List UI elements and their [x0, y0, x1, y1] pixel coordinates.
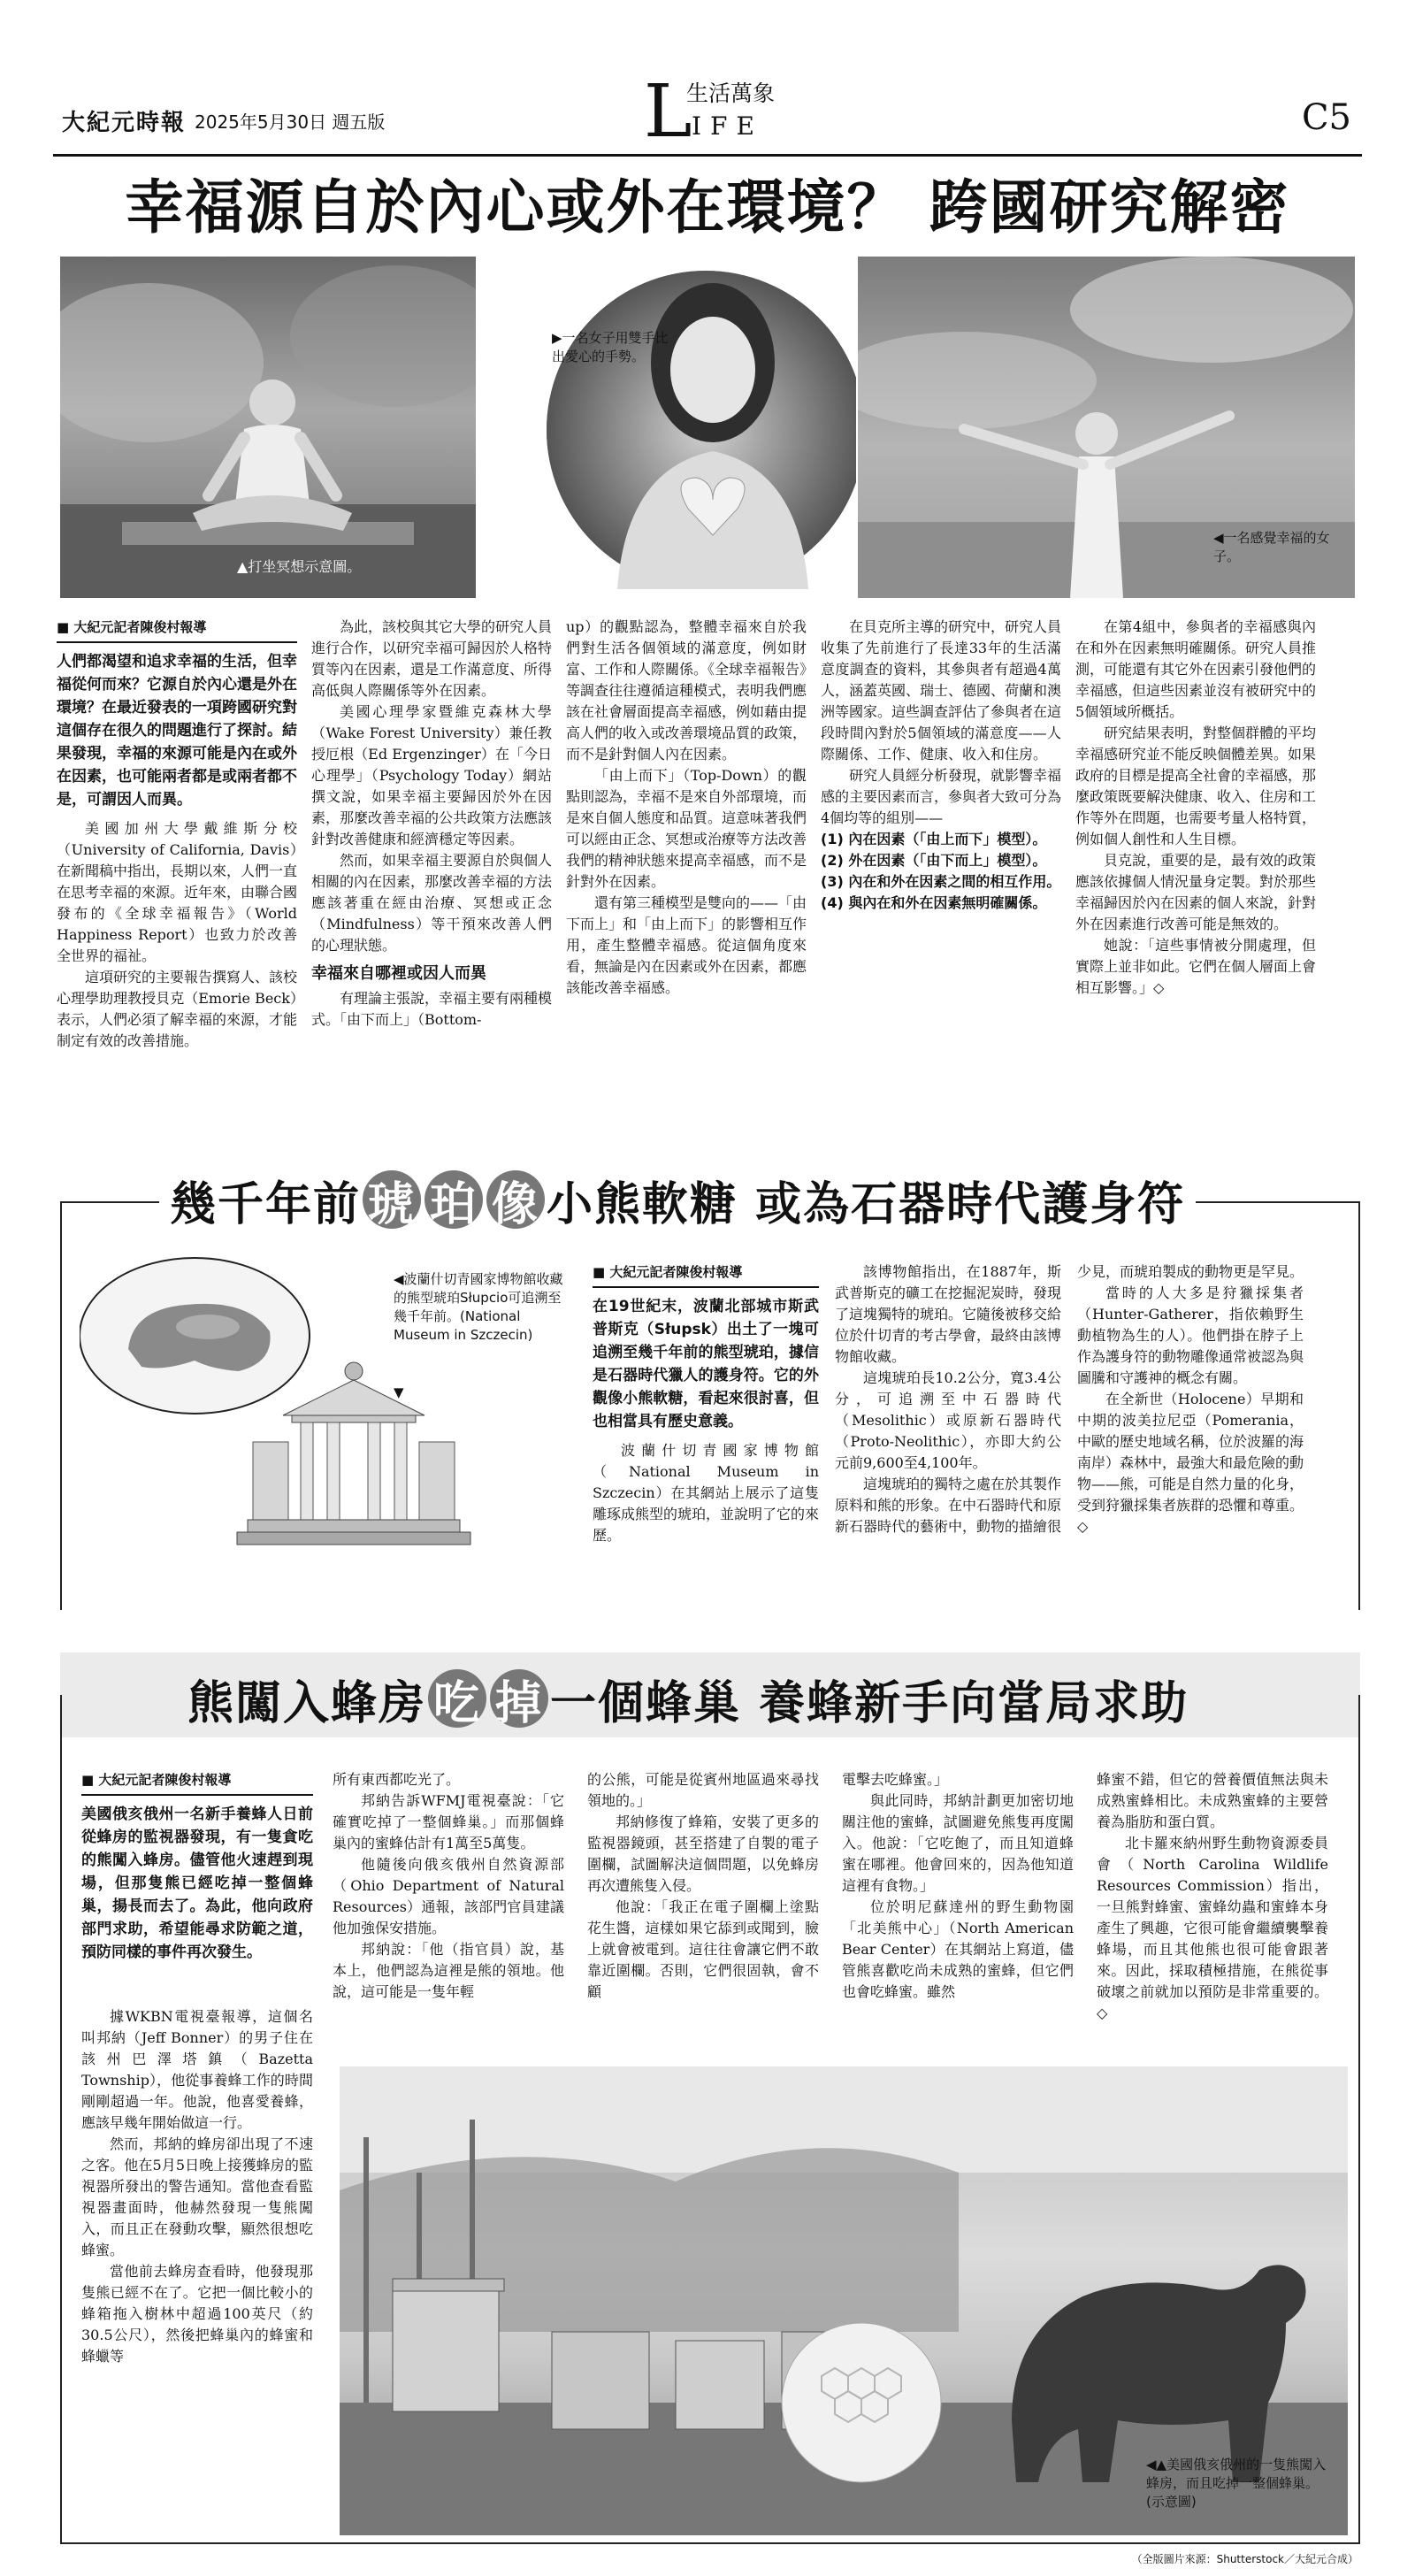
article3-col1 — [81, 1769, 313, 2530]
paragraph: 邦納告訴WFMJ電視臺說：「它確實吃掉了一整個蜂巢。」而那個蜂巢內的蜜蜂估計有1萬至5萬隻。 — [333, 1792, 564, 1852]
article1-col5 — [1075, 617, 1316, 1147]
meditation-photo — [60, 257, 476, 598]
paragraph: 當他前去蜂房查看時，他發現那隻熊已經不在了。它把一個比較小的蜂箱拖入樹林中超過100英尺（約30.5公尺），然後把蜂巢內的蜂蜜和蜂蠟等 — [81, 2263, 313, 2365]
article3-col3 — [587, 1769, 819, 2061]
heart-hands-photo — [485, 257, 856, 598]
photo-credit: （全版圖片來源：Shutterstock／大紀元合成） — [1131, 2553, 1358, 2565]
paragraph: 「由上而下」（Top-Down）的觀點則認為，幸福不是來自外部環境，而是來自個人態度和品質。這意味著我們可以經由正念、冥想或治療等方法改善我們的精神狀態來提高幸福感，而不是針對外在因素。 — [566, 767, 807, 890]
paragraph: 電擊去吃蜂蜜。」 — [842, 1771, 949, 1788]
article2-col3 — [1077, 1261, 1304, 1606]
page-number: C5 — [1301, 97, 1351, 138]
article1-col4 — [821, 617, 1061, 1147]
article1-col1 — [57, 617, 297, 1147]
paragraph: 在第4組中，參與者的幸福感與內在和外在因素無明確關係。研究人員推測，可能還有其它外在因素引發他們的幸福感，但這些因素並沒有被研究中的5個領域所概括。 — [1075, 618, 1316, 720]
headline-circle-char: 珀 — [424, 1170, 483, 1229]
beehive-bear-caption: ◀▲美國俄亥俄州的一隻熊闖入蜂房，而且吃掉一整個蜂巢。(示意圖) — [1146, 2457, 1327, 2510]
meditating-woman-illustration — [60, 257, 476, 598]
paragraph: 有理論主張說，幸福主要有兩種模式。「由下而上」（Bottom- — [311, 990, 552, 1028]
headline-text: 一個蜂巢 養蜂新手向當局求助 — [550, 1676, 1189, 1730]
masthead — [53, 71, 1362, 159]
article1-byline: ■ 大紀元記者陳俊村報導 — [57, 617, 297, 643]
paragraph: 他隨後向俄亥俄州自然資源部（Ohio Department of Natural Resources）通報，該部門官員建議他加強保安措施。 — [333, 1856, 564, 1936]
paragraph: 美國心理學家暨維克森林大學（Wake Forest University）兼任教授厄根（Ed Ergenzinger）在「今日心理學」（Psychology Today）網站撰文說，如果幸福主要歸因於外在因素，那麼改善幸福的公共政策方法應該針對改善健康和經濟穩定等因素。 — [311, 703, 552, 847]
paragraph: 這塊琥珀長10.2公分，寬3.4公分，可追溯至中石器時代（Mesolithic）或原新石器時代（Proto-Neolithic），亦即大約公元前9,600至4,100年。 — [835, 1369, 1061, 1471]
paragraph: 然而，邦納的蜂房卻出現了不速之客。他在5月5日晚上接獲蜂房的監視器所發出的警告通知。當他查看監視器畫面時，他赫然發現一隻熊闖入，而且正在發動攻擊，顯然很想吃蜂蜜。 — [81, 2135, 313, 2258]
amber-bear-caption: ◀波蘭什切青國家博物館收藏的熊型琥珀Słupcio可追溯至幾千年前。(National Museum in Szczecin) — [394, 1271, 563, 1343]
headline-text: 熊闖入蜂房 — [187, 1676, 427, 1730]
headline-text: 小熊軟糖 或為石器時代護身符 — [547, 1177, 1186, 1231]
paragraph: 波蘭什切青國家博物館（National Museum in Szczecin）在其網站上展示了這隻雕琢成熊型的琥珀，並說明了它的來歷。 — [593, 1442, 819, 1544]
paragraph: 位於明尼蘇達州的野生動物園「北美熊中心」（North American Bear Center）在其網站上寫道，儘管熊喜歡吃尚未成熟的蜜蜂，但它們也會吃蜂蜜。雖然 — [842, 1898, 1074, 2000]
article3-col5 — [1097, 1769, 1328, 2061]
article1-subheading: 幸福來自哪裡或因人而異 — [311, 964, 486, 983]
paragraph: 的公熊，可能是從賓州地區過來尋找領地的。」 — [587, 1771, 819, 1809]
happy-woman-caption: ◀一名感覺幸福的女子。 — [1213, 530, 1330, 564]
paragraph: 北卡羅來納州野生動物資源委員會（North Carolina Wildlife Resources Commission）指出，一旦熊對蜂蜜、蜜蜂幼蟲和蜜蜂本身產生了興趣，它很可能會繼續襲擊養蜂場，而且其他熊也很可能會跟著來。因此，採取積極措施，在熊從事破壞之前就加以預防是非常重要的。◇ — [1097, 1835, 1328, 2021]
paragraph: 據WKBN電視臺報導，這個名叫邦納（Jeff Bonner）的男子住在該州巴澤塔鎮（Bazetta Township），他從事養蜂工作的時間剛剛超過一年。他說，他喜愛養蜂，應該早幾年開始做這一行。 — [81, 2008, 313, 2131]
section-en: IFE — [692, 111, 763, 141]
article2-byline: ■ 大紀元記者陳俊村報導 — [593, 1261, 819, 1288]
paragraph: 該博物館指出，在1887年，斯武普斯克的礦工在挖掘泥炭時，發現了這塊獨特的琥珀。它隨後被移交給位於什切青的考古學會，最終由該博物館收藏。 — [835, 1263, 1061, 1365]
article3-col2 — [333, 1769, 564, 2061]
heart-hands-caption: ▶一名女子用雙手比出愛心的手勢。 — [552, 330, 669, 364]
headline-circle-char: 像 — [486, 1170, 545, 1229]
masthead-paper: 大紀元時報 — [62, 110, 187, 136]
masthead-date: 2025年5月30日 週五版 — [195, 111, 386, 133]
paragraph: 然而，如果幸福主要源自於與個人相關的內在因素，那麼改善幸福的方法應該著重在經由治療、冥想或正念（Mindfulness）等干預來改善人們的心理狀態。 — [311, 852, 552, 954]
paragraph: 研究結果表明，對整個群體的平均幸福感研究並不能反映個體差異。如果政府的目標是提高全社會的幸福感，那麼政策既要解決健康、收入、住房和工作等外在問題，也需要考量人格特質，例如個人創性和人生目標。 — [1075, 724, 1316, 847]
article2-col1 — [593, 1261, 819, 1606]
headline-circle-char: 吃 — [428, 1669, 486, 1728]
masthead-rule — [53, 154, 1362, 157]
amber-bear-photo — [80, 1256, 575, 1601]
paragraph: 邦納說：「他（指官員）說，基本上，他們認為這裡是熊的領地。他說，這可能是一隻年輕 — [333, 1941, 564, 2000]
paragraph: 美國加州大學戴維斯分校（University of California, Davis）在新聞稿中指出，長期以來，人們一直在思考幸福的來源。近年來，由聯合國發布的《全球幸福報告》（World Happiness Report）也致力於改善全世界的福祉。 — [57, 820, 297, 964]
paragraph: up）的觀點認為，整體幸福來自於我們對生活各個領域的滿意度，例如財富、工作和人際關係。《全球幸福報告》等調查往往遵循這種模式，表明我們應該在社會層面提高幸福感，例如藉由提高人們的收入或改善環境品質的政策，而不是針對個人內在因素。 — [566, 618, 807, 763]
section-title: 生活萬象 — [686, 80, 776, 106]
article2-col2 — [835, 1261, 1061, 1606]
paragraph: 他說：「我正在電子圍欄上塗點花生醬，這樣如果它舔到或聞到，臉上就會被電到。這往往會讓它們不敢靠近圍欄。否則，它們很固執，會不顧 — [587, 1898, 819, 2000]
paragraph: 貝克說，重要的是，最有效的政策應該依據個人情況量身定製。對於那些幸福歸因於內在因素的個人來說，針對外在因素進行改善可能是無效的。 — [1075, 852, 1316, 932]
paragraph: 為此，該校與其它大學的研究人員進行合作，以研究幸福可歸因於人格特質等內在因素，還是工作滿意度、所得高低與人際關係等外在因素。 — [311, 618, 552, 699]
list-item: (4) 與內在和外在因素無明確關係。 — [821, 894, 1047, 911]
paragraph: 所有東西都吃光了。 — [333, 1771, 461, 1788]
paragraph: 蜂蜜不錯，但它的營養價值無法與未成熟蜜蜂相比。未成熟蜜蜂的主要營養為脂肪和蛋白質。 — [1097, 1771, 1328, 1830]
headline-circle-char: 掉 — [490, 1669, 548, 1728]
paragraph: 在貝克所主導的研究中，研究人員收集了先前進行了長達33年的生活滿意度調查的資料，其參與者有超過4萬人，涵蓋英國、瑞士、德國、荷蘭和澳洲等國家。這些調查評估了參與者在這段時間內對於5個領域的滿意度——人際關係、工作、健康、收入和住房。 — [821, 618, 1061, 763]
paragraph: 在全新世（Holocene）早期和中期的波美拉尼亞（Pomerania，中歐的歷史地域名稱，位於波羅的海南岸）森林中，最強大和最危險的動物——熊，可能是自然力量的化身，受到狩獵採集者族群的恐懼和尊重。◇ — [1077, 1391, 1304, 1535]
meditation-caption: ▲打坐冥想示意圖。 — [237, 558, 362, 575]
list-item: (1) 內在因素（「由上而下」模型）。 — [821, 831, 1047, 847]
list-item: (2) 外在因素（「由下而上」模型）。 — [821, 852, 1047, 869]
heart-hands-woman-illustration — [485, 257, 856, 598]
headline-circle-char: 琥 — [363, 1170, 421, 1229]
list-item: (3) 內在和外在因素之間的相互作用。 — [821, 873, 1061, 890]
beehive-bear-photo — [340, 2066, 1348, 2535]
paragraph: 少見，而琥珀製成的動物更是罕見。 — [1077, 1263, 1304, 1280]
article3-lead: 美國俄亥俄州一名新手養蜂人日前從蜂房的監視器發現，有一隻貪吃的熊闖入蜂房。儘管他火速趕到現場，但那隻熊已經吃掉一整個蜂巢，揚長而去了。為此，他向政府部門求助，希望能尋求防範之道，預防同樣的事件再次發生。 — [81, 1806, 313, 1961]
article1-col3 — [566, 617, 807, 1147]
article1-col2 — [311, 617, 552, 1147]
paragraph: 當時的人大多是狩獵採集者（Hunter-Gatherer，指依賴野生動植物為生的人）。他們掛在脖子上作為護身符的動物雕像通常被認為與圖騰和守護神的概念有關。 — [1077, 1284, 1304, 1386]
article1-headline: 幸福源自於內心或外在環境？ 跨國研究解密 — [125, 173, 1290, 242]
paragraph: 她說：「這些事情被分開處理，但實際上並非如此。它們在個人層面上會相互影響。」◇ — [1075, 937, 1316, 996]
caption-arrow: ▼ — [394, 1384, 404, 1400]
section-letter: L — [644, 70, 692, 154]
paragraph: 這塊琥珀的獨特之處在於其製作原料和熊的形象。在中石器時代和原新石器時代的藝術中，動物的描繪很 — [835, 1476, 1061, 1535]
paragraph: 研究人員經分析發現，就影響幸福感的主要因素而言，參與者大致可分為4個均等的組別—— — [821, 767, 1061, 826]
happy-woman-photo — [858, 257, 1355, 598]
article3-headline — [177, 1663, 1199, 1734]
headline-text: 幾千年前 — [170, 1177, 362, 1231]
paragraph: 這項研究的主要報告撰寫人、該校心理學助理教授貝克（Emorie Beck）表示，人們必須了解幸福的來源，才能制定有效的改善措施。 — [57, 969, 297, 1049]
article2-headline — [159, 1164, 1196, 1235]
paragraph: 與此同時，邦納計劃更加密切地關注他的蜜蜂，試圖避免熊隻再度闖入。他說：「它吃飽了，而且知道蜂蜜在哪裡。他會回來的，因為他知道這裡有食物。」 — [842, 1792, 1074, 1894]
article3-byline: ■ 大紀元記者陳俊村報導 — [81, 1769, 313, 1796]
article3-col4 — [842, 1769, 1074, 2061]
article2-lead: 在19世紀末，波蘭北部城市斯武普斯克（Słupsk）出土了一塊可追溯至幾千年前的熊型琥珀，據信是石器時代獵人的護身符。它的外觀像小熊軟糖，看起來很討喜，但也相當具有歷史意義。 — [593, 1298, 819, 1430]
paragraph: 還有第三種模型是雙向的——「由下而上」和「由上而下」的影響相互作用，產生整體幸福感。從這個角度來看，無論是內在因素或外在因素，都應該能改善幸福感。 — [566, 894, 807, 996]
article1-lead: 人們都渴望和追求幸福的生活，但幸福從何而來？它源自於內心還是外在環境？在最近發表的一項跨國研究對這個存在很久的問題進行了探討。結果發現，幸福的來源可能是內在或外在因素，也可能兩者都是或兩者都不是，可謂因人而異。 — [57, 653, 297, 809]
paragraph: 邦納修復了蜂箱，安裝了更多的監視器鏡頭，甚至搭建了自製的電子圍欄，試圖解決這個問題，以免蜂房再次遭熊隻入侵。 — [587, 1813, 819, 1894]
